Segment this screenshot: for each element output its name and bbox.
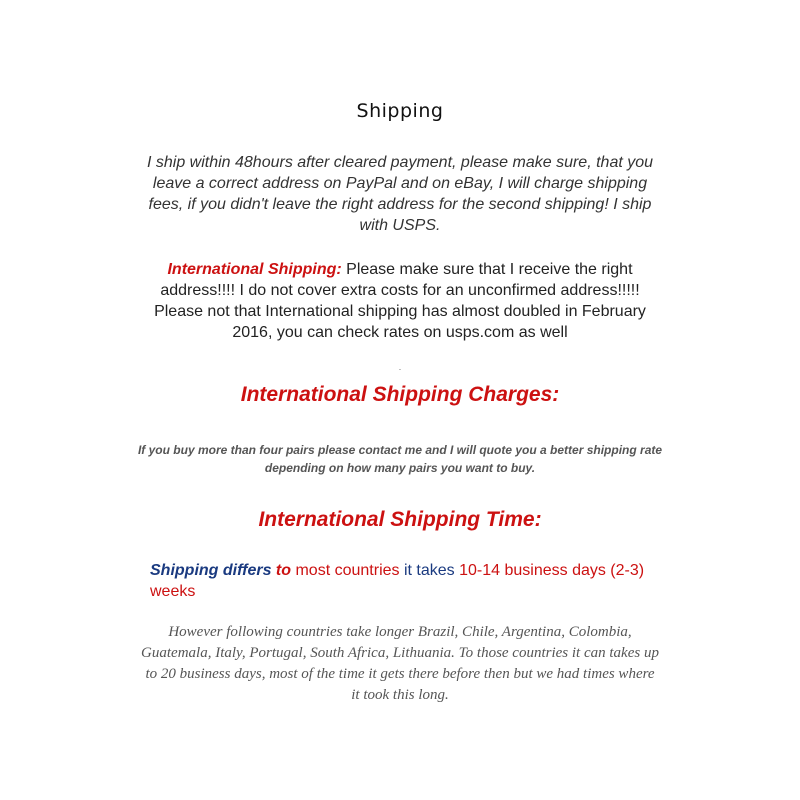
shipping-differs-text: Shipping differs [150,562,272,579]
international-paragraph [140,259,660,343]
intro-paragraph: I ship within 48hours after cleared payment, please make sure, that you leave a correct address on PayPal and on eBay, I will charge shipping fees, if you didn't leave the right address for the second shipping! I ship with USPS. [146,154,654,234]
international-text: Please make sure that I receive the right address!!!! I do not cover extra costs for an unconfirmed address!!!!! Please not that International shipping has almost doubled in February 2016, you can check rates on usps.com as well [154,261,646,341]
shipping-time-paragraph [150,560,670,602]
page-title: Shipping [356,100,444,122]
separator-dot: . [398,363,402,372]
charges-note: If you buy more than four pairs please contact me and I will quote you a better shipping rate depending on how many pairs you want to buy. [137,443,663,475]
longer-countries-paragraph: However following countries take longer Brazil, Chile, Argentina, Colombia, Guatemala, Italy, Portugal, South Africa, Lithuania. To those countries it can takes up to 20 business days, most of the time it gets there before then but we had times where it took this long. [141,624,659,703]
it-takes-text: it takes [399,562,455,579]
charges-heading: International Shipping Charges: [240,383,560,406]
time-heading: International Shipping Time: [258,508,542,531]
international-label: International Shipping: [167,261,342,278]
most-countries-text: most countries [291,562,400,579]
to-text: to [271,562,292,579]
business-days-text: 10-14 business days (2-3) weeks [150,562,645,600]
